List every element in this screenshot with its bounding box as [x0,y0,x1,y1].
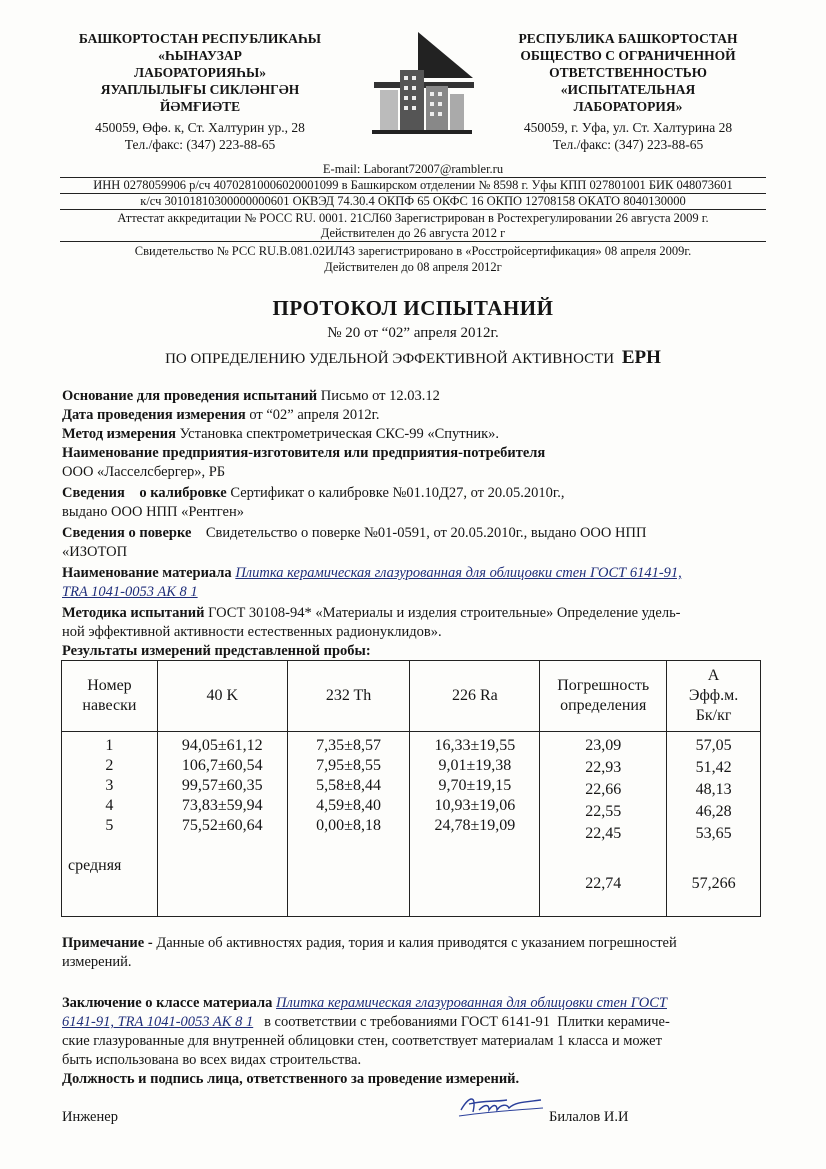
cell-k40: 94,05±61,12 [181,737,263,754]
header-text: 232 Th [325,687,372,704]
signature-position: Инженер [62,1109,118,1125]
cell-number: 3 [105,777,114,794]
protocol-title: ПРОТОКОЛ ИСПЫТАНИЙ [272,296,554,320]
avg-error: 22,74 [585,875,622,892]
fields-block [62,387,772,661]
header-right-org [492,30,764,153]
certificate: Свидетельство № РСС RU.B.081.02ИЛ43 зарегистрировано в «Росстройсертификация» 08 апреля 2009г. [134,244,692,258]
header-text: 40 K [206,687,239,704]
conclusion-row-2 [62,1013,774,1032]
requisites-line: ИНН 0278059906 р/сч 40702810006020001099 в Башкирском отделении № 8598 г. Уфы КПП 027801001 БИК 048073601 [93,178,733,192]
material-value-2 [62,583,772,602]
conclusion-text: в соответствии с требованиями ГОСТ 6141-91 Плитки керамиче- [253,1014,670,1030]
cell-number: 5 [105,817,114,834]
requisites-line: к/сч 30101810300000000601 ОКВЭД 74.30.4 ОКПФ 65 ОКФС 16 ОКПО 12708158 ОКАТО 8040130000 [140,194,686,208]
methodology-label: Методика испытаний [62,605,205,621]
methodology-row [62,604,772,623]
right-address: 450059, г. Уфа, ул. Ст. Халтурина 28 [523,120,733,135]
col-header-error [540,661,667,732]
cell-error: 22,45 [585,825,622,842]
col-ra226 [410,732,540,917]
right-org-line: ОБЩЕСТВО С ОГРАНИЧЕННОЙ [520,48,736,63]
left-org-line: «ҺЫНАУЗАР [158,48,242,63]
material-value-2-text: TRA 1041-0053 AK 8 1 [62,584,198,600]
basis-label: Основание для проведения испытаний [62,388,318,404]
cell-activity: 46,28 [695,803,732,820]
header-left-org [62,30,338,153]
results-label-text: Результаты измерений представленной пробы: [62,643,371,659]
basis-value: Письмо от 12.03.12 [317,388,440,404]
note-text: Данные об активностях радия, тория и калия приводятся с указанием погрешностей [152,935,677,951]
cell-th232: 0,00±8,18 [316,817,381,834]
email: E-mail: Laborant72007@rambler.ru [322,162,504,176]
right-org-line: ОТВЕТСТВЕННОСТЬЮ [549,65,707,80]
material-row [62,564,772,583]
basis-row [62,387,772,406]
method-row [62,425,772,444]
table-header-row [62,661,761,732]
cell-ra226: 9,01±19,38 [438,757,512,774]
signature-label: Должность и подпись лица, ответственного за проведение измерений. [62,1071,520,1087]
right-phone: Тел./факс: (347) 223-88-65 [552,137,704,152]
verification-value-2: «ИЗОТОП [62,544,128,560]
cell-number: 2 [105,757,114,774]
conclusion-material: Плитка керамическая глазурованная для облицовки стен ГОСТ [276,995,667,1011]
left-phone: Тел./факс: (347) 223-88-65 [124,137,276,152]
handwritten-signature [455,1090,545,1122]
table-body-row [62,732,761,917]
date-value: от “02” апреля 2012г. [245,407,380,423]
header-text: 226 Ra [451,687,498,704]
col-header-activity [667,661,761,732]
cell-ra226: 10,93±19,06 [434,797,516,814]
subject-erh: ЕРН [621,347,661,368]
left-org-line: ЙӘМҒИӘТЕ [159,99,241,114]
note-block [62,934,772,972]
note-label: Примечание - [62,935,153,951]
signer-name: Билалов И.И [549,1109,629,1125]
verification-row [62,524,772,543]
methodology-value: ГОСТ 30108-94* «Материалы и изделия строительные» Определение удель- [204,605,681,621]
manufacturer-value: ООО «Ласселсбергер», РБ [62,464,226,480]
conclusion-label: Заключение о классе материала [62,995,273,1011]
cell-error: 22,66 [585,781,622,798]
conclusion-block [62,994,774,1089]
conclusion-row [62,994,774,1013]
material-value: Плитка керамическая глазурованная для облицовки стен ГОСТ 6141-91, [235,565,682,581]
material-label: Наименование материала [62,565,232,581]
left-org-line: ЛАБОРАТОРИЯҺЫ» [134,65,266,80]
cell-k40: 75,52±60,64 [181,817,263,834]
verification-value: Свидетельство о поверке №01-0591, от 20.05.2010г., выдано ООО НПП [191,525,647,541]
col-k40 [157,732,287,917]
cell-ra226: 16,33±19,55 [434,737,516,754]
verification-label: Сведения о поверке [62,525,192,541]
conclusion-material-2: 6141-91, TRA 1041-0053 AK 8 1 [62,1014,254,1030]
header-text: Погрешность определения [557,677,650,714]
col-header-number [62,661,158,732]
left-org-line: БАШКОРТОСТАН РЕСПУБЛИКАҺЫ [78,31,322,46]
cell-th232: 7,35±8,57 [316,737,381,754]
signature-label-row [62,1070,774,1089]
col-header-k40 [157,661,287,732]
cell-th232: 5,58±8,44 [316,777,381,794]
cell-ra226: 9,70±19,15 [438,777,512,794]
cell-th232: 4,59±8,40 [316,797,381,814]
calibration-value: Сертификат о калибровке №01.10Д27, от 20.05.2010г., [226,485,565,501]
results-table [61,660,761,917]
col-th232 [287,732,410,917]
cell-error: 23,09 [585,737,622,754]
date-label: Дата проведения измерения [62,407,246,423]
accreditation-valid: Действителен до 26 августа 2012 г [320,226,506,240]
cell-activity: 51,42 [695,759,732,776]
manufacturer-row [62,444,772,463]
left-address: 450059, Өфө. к, Ст. Халтурин ур., 28 [95,120,305,135]
right-org-line: «ИСПЫТАТЕЛЬНАЯ [560,82,696,97]
calibration-value-2: выдано ООО НПП «Рентген» [62,504,244,520]
accreditation: Аттестат аккредитации № РОСС RU. 0001. 21СЛ60 Зарегистрирован в Ростехрегулировании 26 августа 2009 г. [117,211,709,225]
method-label: Метод измерения [62,426,176,442]
method-value: Установка спектрометрическая СКС-99 «Спутник». [176,426,500,442]
col-header-ra226 [410,661,540,732]
col-header-th232 [287,661,410,732]
building-logo [368,30,478,140]
avg-label: средняя [68,857,122,874]
cell-error: 22,93 [585,759,622,776]
header-text: Номер навески [82,677,137,714]
cell-number: 4 [105,797,114,814]
header-text: A Эфф.м. Бк/кг [688,667,739,724]
col-error [540,732,667,917]
col-number [62,732,158,917]
cell-th232: 7,95±8,55 [316,757,381,774]
conclusion-text-3: быть использована во всех видах строительства. [62,1052,362,1068]
cell-error: 22,55 [585,803,622,820]
cell-activity: 53,65 [695,825,732,842]
note-row [62,934,772,953]
methodology-value-2: ной эффективной активности естественных радионуклидов». [62,624,442,640]
cell-ra226: 24,78±19,09 [434,817,516,834]
date-row [62,406,772,425]
divider [60,209,766,210]
right-org-line: РЕСПУБЛИКА БАШКОРТОСТАН [518,31,738,46]
protocol-subject [60,347,766,369]
calibration-row [62,484,772,503]
note-text-2: измерений. [62,954,132,970]
conclusion-text-2: ские глазурованные для внутренней облицовки стен, соответствует материалам 1 класса и может [62,1033,662,1049]
cell-activity: 48,13 [695,781,732,798]
protocol-number: № 20 от “02” апреля 2012г. [327,325,499,341]
right-org-line: ЛАБОРАТОРИЯ» [573,99,683,114]
cell-k40: 73,83±59,94 [181,797,263,814]
divider [60,241,766,242]
left-org-line: ЯУАПЛЫЛЫҒЫ СИКЛӘНГӘН [100,82,300,97]
calibration-label: Сведения о калибровке [62,485,227,501]
cell-activity: 57,05 [695,737,732,754]
cell-k40: 99,57±60,35 [181,777,263,794]
certificate-valid: Действителен до 08 апреля 2012г [324,260,502,274]
cell-k40: 106,7±60,54 [181,757,263,774]
avg-activity: 57,266 [691,875,736,892]
results-label [62,642,772,661]
cell-number: 1 [105,737,114,754]
col-activity [667,732,761,917]
manufacturer-label: Наименование предприятия-изготовителя или предприятия-потребителя [62,445,546,461]
subject-text: ПО ОПРЕДЕЛЕНИЮ УДЕЛЬНОЙ ЭФФЕКТИВНОЙ АКТИВНОСТИ [165,351,615,367]
